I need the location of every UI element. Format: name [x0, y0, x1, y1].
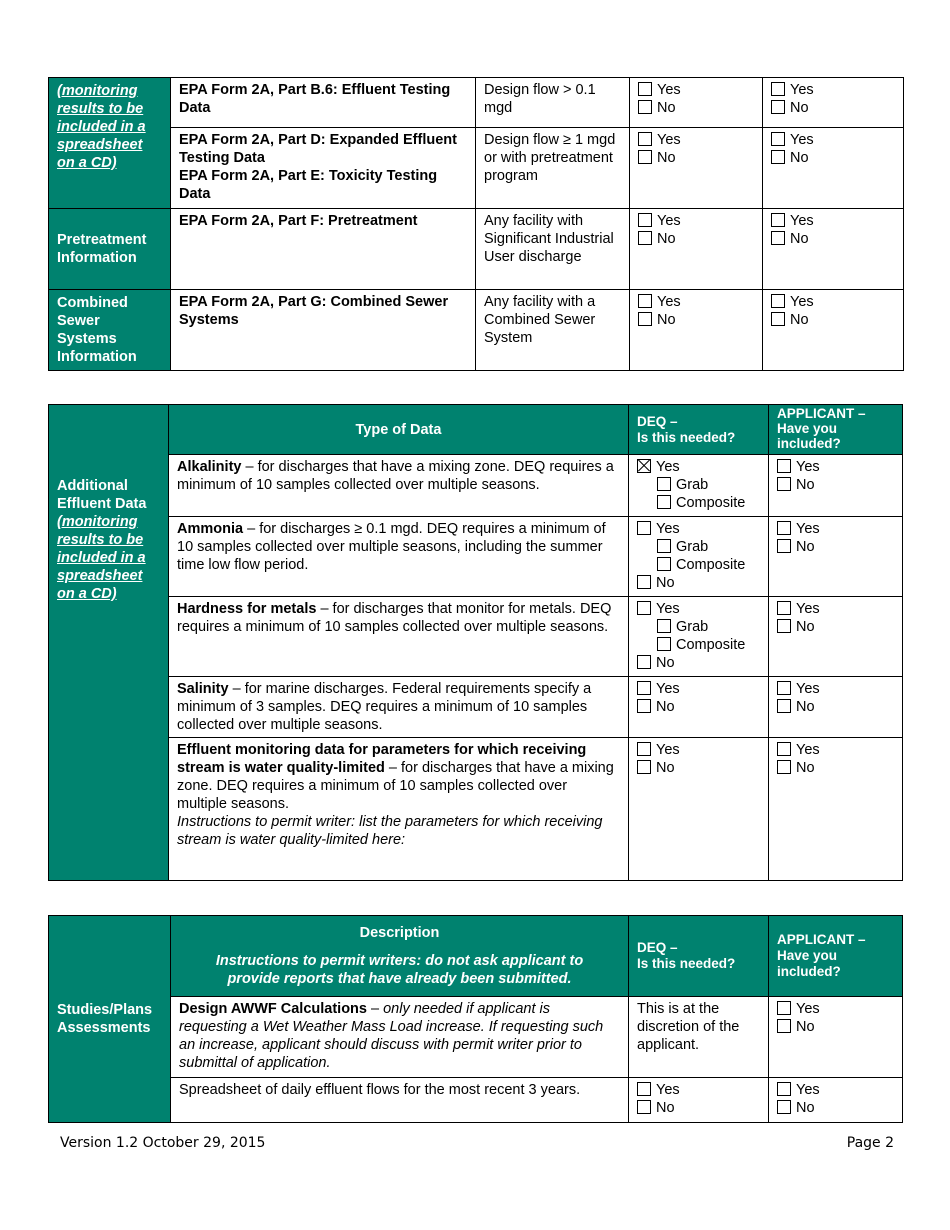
- studies-category: Studies/Plans Assessments: [49, 916, 171, 1123]
- checkbox-yes[interactable]: [638, 294, 652, 308]
- page-number: Page 2: [846, 1135, 894, 1151]
- deq-needed-cell: Yes No: [629, 1078, 769, 1123]
- checkbox-yes[interactable]: [771, 82, 785, 96]
- checkbox-yes[interactable]: [638, 132, 652, 146]
- checkbox-no[interactable]: [637, 575, 651, 589]
- checkbox-no[interactable]: [771, 312, 785, 326]
- study-description: Spreadsheet of daily effluent flows for the most recent 3 years.: [171, 1078, 629, 1123]
- table-row: [49, 677, 903, 738]
- deq-needed-cell: Yes No: [630, 78, 763, 128]
- deq-discretion-note: This is at the discretion of the applicant.: [629, 997, 769, 1078]
- checkbox-no[interactable]: [637, 760, 651, 774]
- data-description: Effluent monitoring data for parameters for which receiving stream is water quality-limited – for discharges that have a mixing zone. DEQ requires a minimum of 10 samples collected over multiple seasons. Instructions to permit writer: list the parameters for which receiving stream is water quality-limited here:: [169, 738, 629, 881]
- deq-needed-cell: Yes No: [629, 738, 769, 881]
- checkbox-yes[interactable]: [777, 601, 791, 615]
- deq-needed-cell: Yes Grab Composite No: [629, 517, 769, 597]
- checkbox-no[interactable]: [637, 699, 651, 713]
- additional-effluent-table: [48, 404, 903, 881]
- checkbox-no[interactable]: [638, 312, 652, 326]
- column-header-type: Type of Data: [169, 405, 629, 455]
- data-description: Ammonia – for discharges ≥ 0.1 mgd. DEQ requires a minimum of 10 samples collected over multiple seasons, including the summer time low flow period.: [169, 517, 629, 597]
- applicant-included-cell: Yes No: [769, 677, 903, 738]
- checkbox-yes[interactable]: [637, 1082, 651, 1096]
- deq-needed-cell: Yes No: [629, 677, 769, 738]
- column-header-deq: DEQ – Is this needed?: [629, 405, 769, 455]
- category-pretreatment: Pretreatment Information: [49, 209, 171, 290]
- table-row: [49, 1078, 903, 1123]
- checkbox-no[interactable]: [777, 1100, 791, 1114]
- checkbox-yes[interactable]: [771, 294, 785, 308]
- form-name: EPA Form 2A, Part D: Expanded Effluent Testing Data EPA Form 2A, Part E: Toxicity Testing Data: [171, 128, 476, 209]
- deq-needed-cell: Yes Grab Composite No: [629, 597, 769, 677]
- applicant-included-cell: Yes No: [769, 517, 903, 597]
- checkbox-yes[interactable]: [638, 82, 652, 96]
- checkbox-no[interactable]: [777, 760, 791, 774]
- checkbox-yes[interactable]: [777, 521, 791, 535]
- checkbox-yes[interactable]: [777, 459, 791, 473]
- study-description: Design AWWF Calculations – only needed if applicant is requesting a Wet Weather Mass Load increase. If requesting such an increase, applicant should discuss with permit writer prior to submittal of application.: [171, 997, 629, 1078]
- checkbox-yes[interactable]: [637, 681, 651, 695]
- table-row: [49, 517, 903, 597]
- checkbox-yes[interactable]: [777, 681, 791, 695]
- deq-needed-cell: Yes No: [630, 128, 763, 209]
- checkbox-no[interactable]: [771, 150, 785, 164]
- checkbox-no[interactable]: [777, 477, 791, 491]
- checkbox-yes[interactable]: [637, 521, 651, 535]
- table-row: [49, 455, 903, 517]
- checkbox-composite[interactable]: [657, 637, 671, 651]
- applicant-included-cell: Yes No: [769, 738, 903, 881]
- applicant-included-cell: Yes No: [769, 597, 903, 677]
- category-combined-sewer: Combined Sewer Systems Information: [49, 290, 171, 371]
- table-row: [49, 209, 904, 290]
- column-header-deq: DEQ – Is this needed?: [629, 916, 769, 997]
- checkbox-no[interactable]: [638, 150, 652, 164]
- table-header-row: [49, 405, 903, 455]
- form-name: EPA Form 2A, Part B.6: Effluent Testing Data: [171, 78, 476, 128]
- table-row: [49, 78, 904, 128]
- checkbox-composite[interactable]: [657, 495, 671, 509]
- checkbox-no[interactable]: [777, 1019, 791, 1033]
- checkbox-no[interactable]: [777, 539, 791, 553]
- additional-effluent-category: Additional Effluent Data (monitoring results to be included in a spreadsheet on a CD): [49, 405, 169, 881]
- deq-needed-cell: Yes Grab Composite: [629, 455, 769, 517]
- applicant-included-cell: Yes No: [763, 209, 904, 290]
- data-description: Alkalinity – for discharges that have a mixing zone. DEQ requires a minimum of 10 samples collected over multiple seasons.: [169, 455, 629, 517]
- epa-forms-table: [48, 77, 904, 371]
- checkbox-no[interactable]: [771, 231, 785, 245]
- applicant-included-cell: Yes No: [763, 290, 904, 371]
- checkbox-grab[interactable]: [657, 619, 671, 633]
- checkbox-no[interactable]: [637, 1100, 651, 1114]
- data-description: Hardness for metals – for discharges that monitor for metals. DEQ requires a minimum of 10 samples collected over multiple seasons.: [169, 597, 629, 677]
- applicant-included-cell: Yes No: [769, 1078, 903, 1123]
- checkbox-yes-checked[interactable]: [637, 459, 651, 473]
- checkbox-yes[interactable]: [777, 1001, 791, 1015]
- deq-needed-cell: Yes No: [630, 209, 763, 290]
- column-header-description: Description Instructions to permit writers: do not ask applicant to provide reports that have already been submitted.: [171, 916, 629, 997]
- table-header-row: [49, 916, 903, 997]
- deq-needed-cell: Yes No: [630, 290, 763, 371]
- checkbox-no[interactable]: [637, 655, 651, 669]
- checkbox-no[interactable]: [638, 231, 652, 245]
- table-row: [49, 597, 903, 677]
- applicant-included-cell: Yes No: [763, 128, 904, 209]
- column-header-applicant: APPLICANT – Have you included?: [769, 916, 903, 997]
- form-name: EPA Form 2A, Part F: Pretreatment: [171, 209, 476, 290]
- checkbox-yes[interactable]: [637, 742, 651, 756]
- table-row: [49, 997, 903, 1078]
- checkbox-yes[interactable]: [638, 213, 652, 227]
- applicant-included-cell: Yes No: [769, 997, 903, 1078]
- checkbox-grab[interactable]: [657, 539, 671, 553]
- permit-writer-instructions: Instructions to permit writer: list the parameters for which receiving stream is water quality-limited here:: [177, 814, 603, 848]
- table-row: [49, 128, 904, 209]
- checkbox-no[interactable]: [777, 619, 791, 633]
- checkbox-yes[interactable]: [771, 213, 785, 227]
- applicability: Any facility with a Combined Sewer System: [476, 290, 630, 371]
- checkbox-no[interactable]: [771, 100, 785, 114]
- checkbox-yes[interactable]: [777, 742, 791, 756]
- version-footer: Version 1.2 October 29, 2015: [60, 1135, 266, 1151]
- applicant-included-cell: Yes No: [763, 78, 904, 128]
- table-row: [49, 738, 903, 881]
- data-description: Salinity – for marine discharges. Federal requirements specify a minimum of 3 samples. DEQ requires a minimum of 10 samples collected over multiple seasons.: [169, 677, 629, 738]
- studies-plans-table: [48, 915, 903, 1123]
- applicability: Any facility with Significant Industrial User discharge: [476, 209, 630, 290]
- monitoring-note: (monitoring results to be included in a spreadsheet on a CD): [57, 83, 146, 171]
- column-header-applicant: APPLICANT – Have you included?: [769, 405, 903, 455]
- checkbox-no[interactable]: [638, 100, 652, 114]
- applicability: Design flow ≥ 1 mgd or with pretreatment program: [476, 128, 630, 209]
- checkbox-no[interactable]: [777, 699, 791, 713]
- checkbox-composite[interactable]: [657, 557, 671, 571]
- checkbox-yes[interactable]: [637, 601, 651, 615]
- checkbox-grab[interactable]: [657, 477, 671, 491]
- checkbox-yes[interactable]: [777, 1082, 791, 1096]
- applicability: Design flow > 0.1 mgd: [476, 78, 630, 128]
- table-row: [49, 290, 904, 371]
- checkbox-yes[interactable]: [771, 132, 785, 146]
- applicant-included-cell: Yes No: [769, 455, 903, 517]
- form-name: EPA Form 2A, Part G: Combined Sewer Systems: [171, 290, 476, 371]
- monitoring-category-cell: [49, 78, 171, 209]
